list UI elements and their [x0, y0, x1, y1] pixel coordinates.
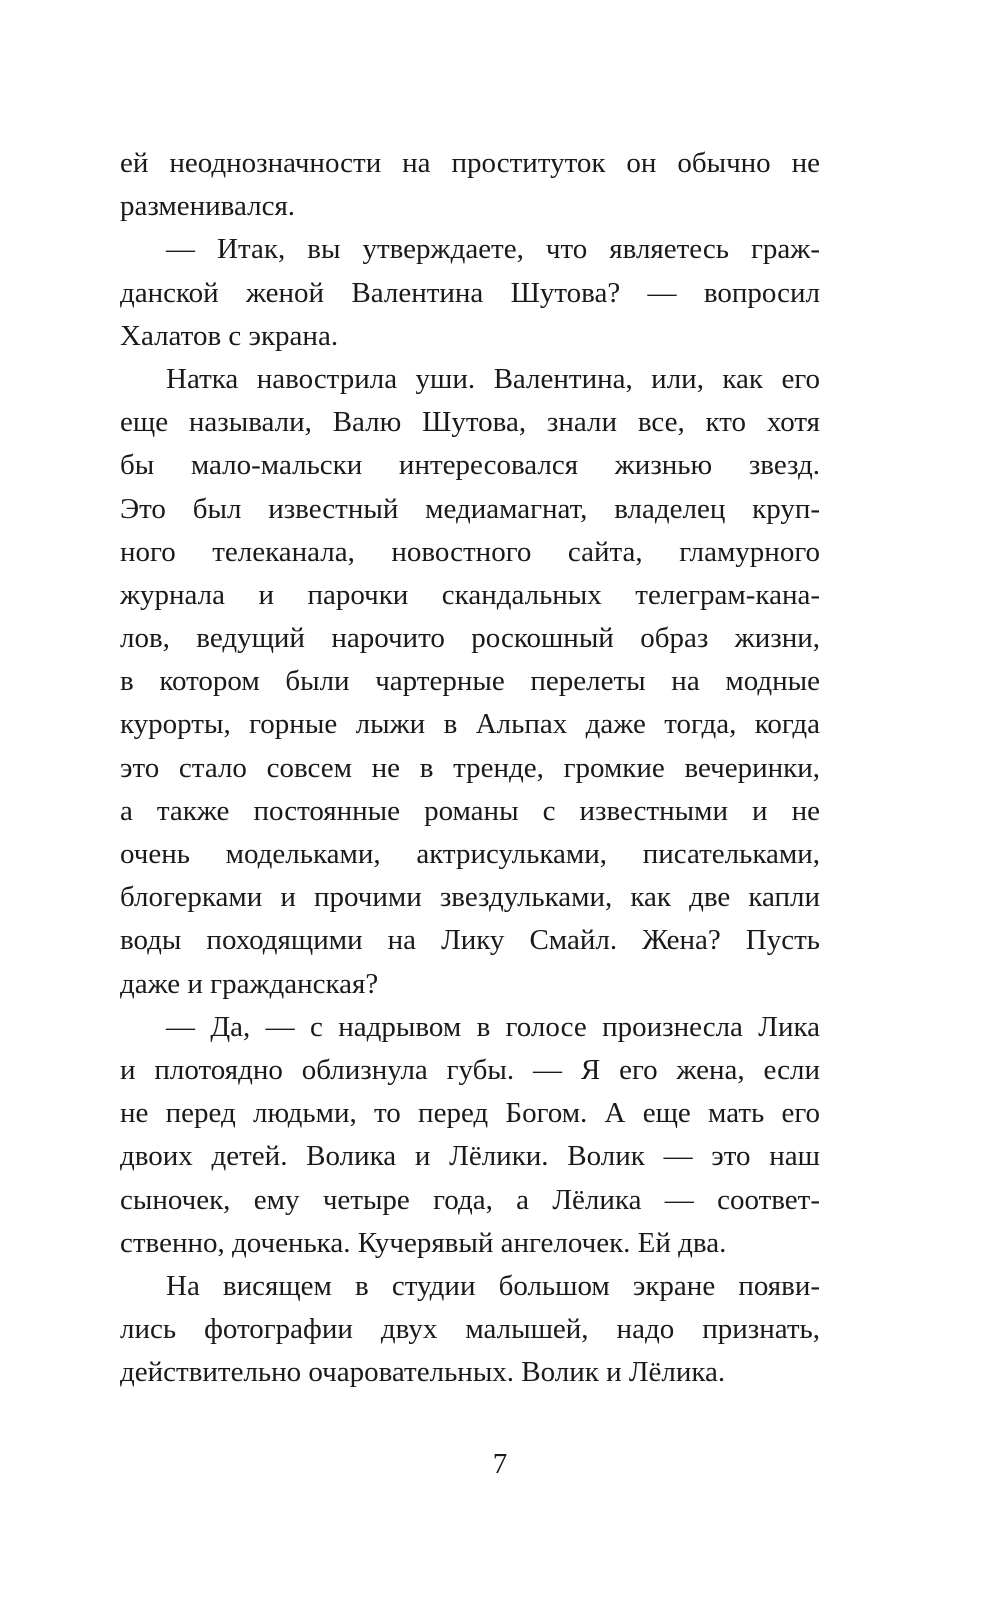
- text-line: лись фотографии двух малышей, надо признать,: [120, 1313, 820, 1346]
- paragraph: [120, 228, 820, 358]
- text-line: разменивался.: [120, 190, 296, 223]
- text-line: еще называли, Валю Шутова, знали все, кто хотя: [120, 406, 820, 439]
- text-line: бы мало-мальски интересовался жизнью звезд.: [120, 449, 820, 482]
- text-line: — Да, — с надрывом в голосе произнесла Лика: [166, 1010, 820, 1043]
- text-line: курорты, горные лыжи в Альпах даже тогда, когда: [120, 708, 820, 741]
- text-line: Это был известный медиамагнат, владелец круп-: [120, 492, 820, 525]
- text-line: очень модельками, актрисульками, писательками,: [120, 838, 820, 870]
- text-line: ей неоднозначности на проституток он обычно не: [120, 147, 820, 179]
- paragraph: [120, 1006, 820, 1265]
- text-line: Халатов с экрана.: [120, 319, 339, 352]
- text-line: действительно очаровательных. Волик и Лёлика.: [120, 1356, 726, 1389]
- text-line: ного телеканала, новостного сайта, гламурного: [120, 535, 820, 568]
- paragraph: [120, 358, 820, 1006]
- text-line: На висящем в студии большом экране появи-: [166, 1269, 820, 1302]
- text-line: и плотоядно облизнула губы. — Я его жена, если: [120, 1053, 820, 1086]
- text-line: сыночек, ему четыре года, а Лёлика — соответ-: [120, 1183, 820, 1216]
- text-line: в котором были чартерные перелеты на модные: [120, 665, 820, 698]
- paragraph: [120, 142, 820, 228]
- text-line: — Итак, вы утверждаете, что являетесь граж-: [166, 233, 820, 266]
- page-number: 7: [492, 1448, 508, 1480]
- text-line: это стало совсем не в тренде, громкие вечеринки,: [120, 751, 820, 784]
- text-line: воды походящими на Лику Смайл. Жена? Пусть: [120, 924, 820, 957]
- text-line: двоих детей. Волика и Лёлики. Волик — это наш: [120, 1140, 820, 1173]
- text-line: блогерками и прочими звездульками, как две капли: [120, 881, 820, 914]
- body-text: [120, 142, 820, 1394]
- text-line: данской женой Валентина Шутова? — вопросил: [120, 276, 820, 309]
- text-line: а также постоянные романы с известными и не: [120, 794, 820, 827]
- text-line: даже и гражданская?: [120, 967, 379, 1000]
- text-line: не перед людьми, то перед Богом. А еще мать его: [120, 1097, 820, 1130]
- text-line: Натка навострила уши. Валентина, или, как его: [166, 362, 820, 395]
- text-line: лов, ведущий нарочито роскошный образ жизни,: [120, 622, 820, 655]
- text-line: ственно, доченька. Кучерявый ангелочек. Ей два.: [120, 1226, 727, 1259]
- paragraph: [120, 1265, 820, 1395]
- text-line: журнала и парочки скандальных телеграм-кана-: [120, 578, 820, 611]
